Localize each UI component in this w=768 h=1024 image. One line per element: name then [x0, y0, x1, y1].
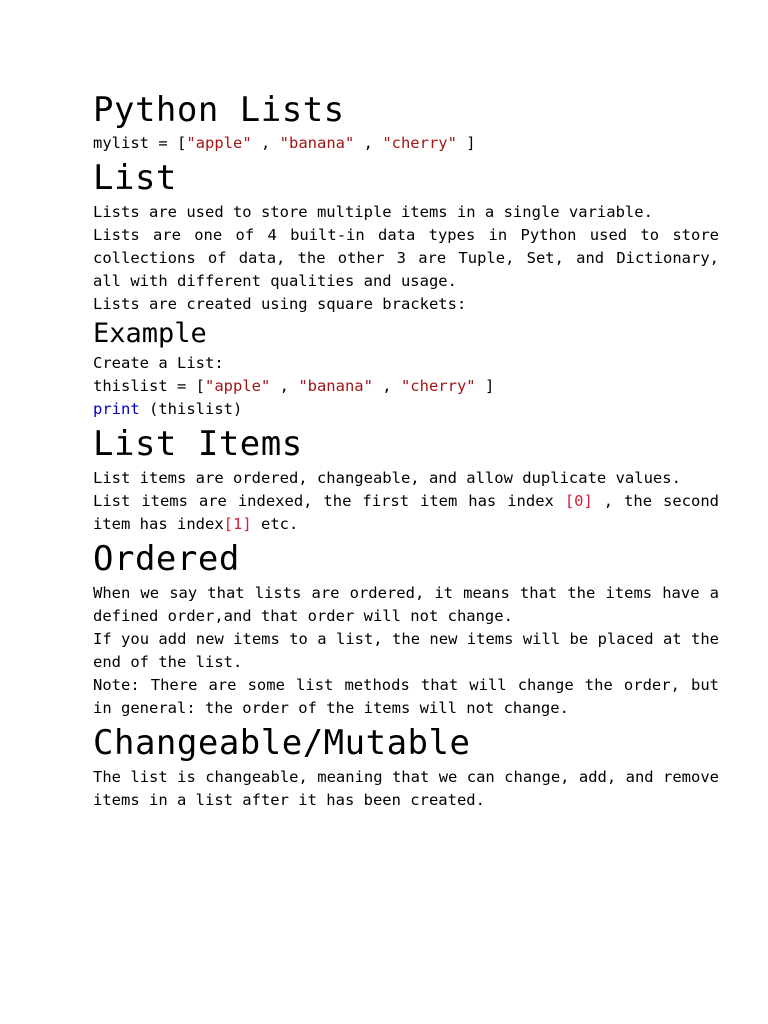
code-separator: , [354, 134, 383, 152]
paragraph: Note: There are some list methods that will change the order, but in general: the order of the items will not change. [93, 676, 719, 717]
section-heading-list: List [93, 158, 177, 198]
paragraph: Lists are one of 4 built-in data types in Python used to store collections of data, the other 3 are Tuple, Set, and Dictionary, all with different qualities and usage. [93, 226, 719, 290]
paragraph: If you add new items to a list, the new items will be placed at the end of the list. [93, 630, 719, 671]
code-var: mylist = [ [93, 134, 187, 152]
paragraph: When we say that lists are ordered, it means that the items have a defined order,and that order will not change. [93, 584, 719, 625]
example-caption: Create a List: [93, 354, 224, 372]
section-heading-ordered: Ordered [93, 539, 240, 579]
print-argument: (thislist) [139, 400, 243, 418]
section-heading-list-items: List Items [93, 424, 303, 464]
code-separator: , [270, 377, 299, 395]
index-literal: [1] [223, 515, 252, 533]
document-page [93, 88, 719, 812]
code-close-bracket: ] [456, 134, 476, 152]
text-run: , the second item has index [93, 492, 719, 533]
text-run: List items are indexed, the first item has index [93, 492, 565, 510]
paragraph: List items are ordered, changeable, and allow duplicate values. [93, 469, 681, 487]
code-separator: , [372, 377, 401, 395]
code-string: "apple" [186, 134, 252, 152]
example-heading: Example [93, 318, 207, 349]
paragraph: The list is changeable, meaning that we can change, add, and remove items in a list after it has been created. [93, 768, 719, 809]
code-close-bracket: ] [475, 377, 495, 395]
intro-code-line [93, 132, 719, 155]
code-string: "cherry" [400, 377, 476, 395]
section-heading-mutable: Changeable/Mutable [93, 723, 471, 763]
print-keyword: print [93, 400, 140, 418]
code-var: thislist = [ [93, 377, 205, 395]
example-code-line [93, 375, 719, 398]
code-string: "banana" [298, 377, 373, 395]
code-string: "cherry" [382, 134, 457, 152]
index-literal: [0] [564, 492, 593, 510]
code-string: "apple" [204, 377, 271, 395]
paragraph-indexed [93, 490, 719, 536]
example-print-line [93, 398, 719, 421]
page-title: Python Lists [93, 90, 345, 130]
code-string: "banana" [279, 134, 355, 152]
paragraph: Lists are used to store multiple items in a single variable. [93, 203, 653, 221]
code-separator: , [251, 134, 280, 152]
text-run: etc. [251, 515, 299, 533]
paragraph: Lists are created using square brackets: [93, 295, 467, 313]
